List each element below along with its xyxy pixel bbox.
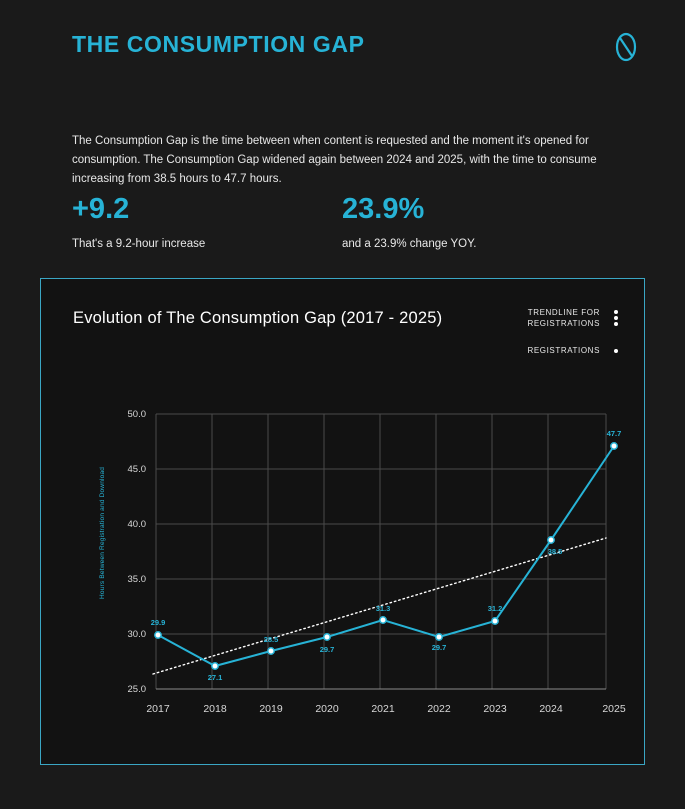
legend-label-registrations: REGISTRATIONS	[527, 346, 600, 355]
svg-text:2020: 2020	[315, 703, 339, 715]
n-logo-icon	[609, 30, 643, 64]
svg-text:2019: 2019	[259, 703, 283, 715]
svg-text:29.7: 29.7	[319, 645, 335, 654]
svg-text:2023: 2023	[483, 703, 507, 715]
intro-paragraph: The Consumption Gap is the time between when content is requested and the moment it's opened for consumption. The Consumption Gap widened again between 2024 and 2025, with the time to consume increasing from 38.5 hours to 47.7 hours.	[72, 134, 597, 185]
svg-text:31.3: 31.3	[375, 604, 391, 613]
stat-increase-value: +9.2	[72, 193, 130, 225]
stat-yoy	[342, 192, 612, 250]
svg-text:30.0: 30.0	[127, 629, 146, 640]
svg-text:2024: 2024	[539, 703, 563, 715]
stat-increase	[72, 192, 342, 250]
stats-row	[72, 192, 612, 250]
stat-increase-label: That's a 9.2-hour increase	[72, 238, 206, 250]
line-chart-svg	[41, 399, 646, 749]
circle-icon	[610, 348, 622, 354]
legend-item-trendline[interactable]	[502, 307, 622, 329]
page-header	[72, 28, 645, 76]
svg-text:2021: 2021	[371, 703, 395, 715]
svg-text:50.0: 50.0	[127, 409, 146, 420]
svg-text:35.0: 35.0	[127, 574, 146, 585]
legend-label-trendline: TRENDLINE FOR REGISTRATIONS	[527, 308, 600, 328]
svg-text:25.0: 25.0	[127, 684, 146, 695]
svg-text:40.0: 40.0	[127, 519, 146, 530]
legend-item-registrations[interactable]	[502, 345, 622, 356]
stat-yoy-value: 23.9%	[342, 193, 425, 225]
svg-text:27.1: 27.1	[207, 673, 223, 682]
svg-text:2022: 2022	[427, 703, 451, 715]
dotted-vertical-icon	[610, 309, 622, 327]
chart-card	[40, 278, 645, 765]
chart-legend	[502, 307, 622, 372]
svg-text:31.2: 31.2	[487, 604, 503, 613]
y-axis-title: Hours Between Registration and Download	[99, 466, 106, 599]
stat-yoy-label: and a 23.9% change YOY.	[342, 238, 477, 250]
svg-text:29.9: 29.9	[150, 618, 166, 627]
chart-title: Evolution of The Consumption Gap (2017 - 2025)	[73, 309, 443, 327]
svg-text:2025: 2025	[602, 703, 626, 715]
svg-text:28.5: 28.5	[263, 635, 279, 644]
svg-text:45.0: 45.0	[127, 464, 146, 475]
svg-text:29.7: 29.7	[431, 643, 447, 652]
chart-plot	[41, 399, 646, 749]
svg-text:47.7: 47.7	[606, 429, 622, 438]
svg-text:2018: 2018	[203, 703, 227, 715]
svg-text:38.5: 38.5	[547, 547, 563, 556]
page-title: THE CONSUMPTION GAP	[72, 31, 365, 57]
svg-text:2017: 2017	[146, 703, 170, 715]
